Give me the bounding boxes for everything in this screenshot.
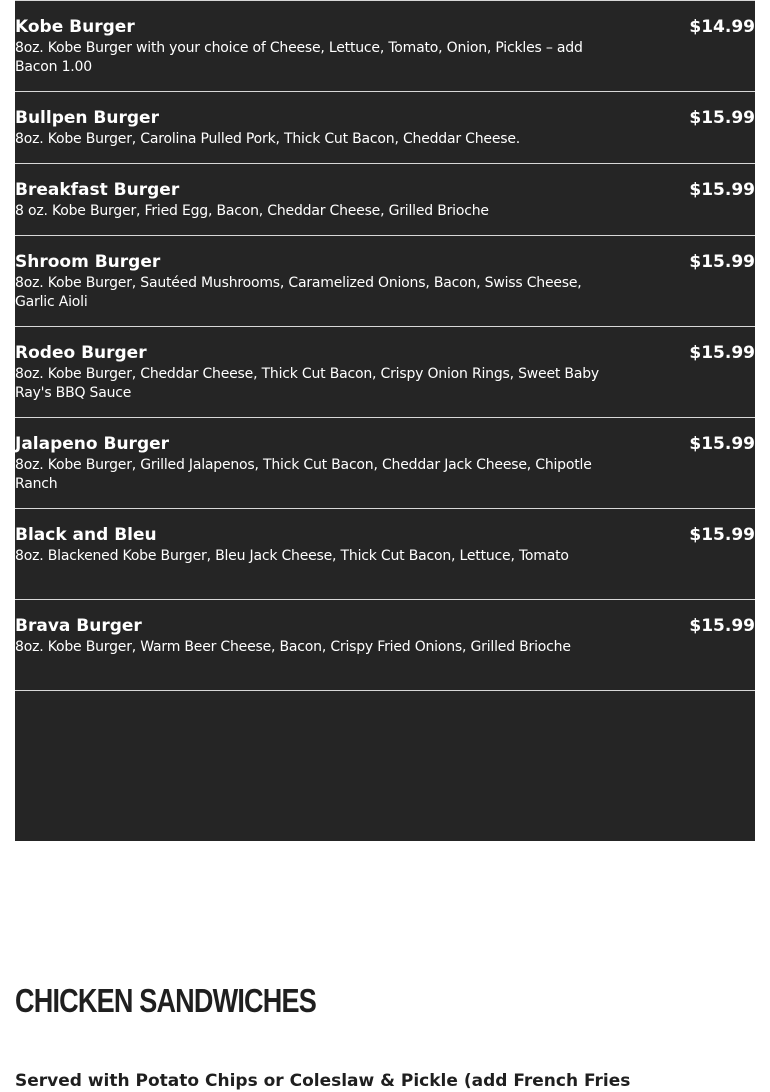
burger-menu-panel: [15, 0, 755, 841]
menu-item-price: $15.99: [689, 108, 755, 128]
menu-item-description: 8oz. Kobe Burger, Warm Beer Cheese, Bacon, Crispy Fried Onions, Grilled Brioche: [15, 639, 571, 655]
menu-item-name: Kobe Burger: [15, 17, 135, 37]
menu-item-breakfast-burger: [15, 164, 755, 236]
menu-item-description: 8oz. Kobe Burger, Grilled Jalapenos, Thick Cut Bacon, Cheddar Jack Cheese, Chipotle Ranch: [15, 457, 592, 492]
section-note: Served with Potato Chips or Coleslaw & Pickle (add French Fries: [15, 1071, 631, 1091]
menu-item-black-and-bleu: [15, 509, 755, 600]
menu-item-name: Brava Burger: [15, 616, 142, 636]
menu-item-kobe-burger: [15, 1, 755, 92]
menu-item-price: $15.99: [689, 525, 755, 545]
menu-item-description: 8oz. Kobe Burger, Cheddar Cheese, Thick Cut Bacon, Crispy Onion Rings, Sweet Baby Ray's BBQ Sauce: [15, 366, 599, 401]
menu-item-description: 8oz. Kobe Burger, Sautéed Mushrooms, Caramelized Onions, Bacon, Swiss Cheese, Garlic Aioli: [15, 275, 582, 310]
menu-item-jalapeno-burger: [15, 418, 755, 509]
menu-item-brava-burger: [15, 600, 755, 691]
menu-item-price: $15.99: [689, 252, 755, 272]
menu-item-price: $14.99: [689, 17, 755, 37]
menu-item-name: Bullpen Burger: [15, 108, 159, 128]
menu-item-description: 8oz. Blackened Kobe Burger, Bleu Jack Cheese, Thick Cut Bacon, Lettuce, Tomato: [15, 548, 569, 564]
menu-item-description: 8oz. Kobe Burger with your choice of Cheese, Lettuce, Tomato, Onion, Pickles – add Bacon 1.00: [15, 40, 583, 75]
menu-item-name: Rodeo Burger: [15, 343, 147, 363]
menu-item-price: $15.99: [689, 180, 755, 200]
menu-item-name: Breakfast Burger: [15, 180, 180, 200]
menu-item-bullpen-burger: [15, 92, 755, 164]
menu-item-description: 8oz. Kobe Burger, Carolina Pulled Pork, Thick Cut Bacon, Cheddar Cheese.: [15, 131, 521, 147]
menu-item-description: 8 oz. Kobe Burger, Fried Egg, Bacon, Cheddar Cheese, Grilled Brioche: [15, 203, 489, 219]
menu-item-price: $15.99: [689, 616, 755, 636]
menu-item-price: $15.99: [689, 343, 755, 363]
menu-item-rodeo-burger: [15, 327, 755, 418]
section-title-chicken-sandwiches: CHICKEN SANDWICHES: [15, 982, 316, 1019]
menu-item-name: Shroom Burger: [15, 252, 161, 272]
menu-item-price: $15.99: [689, 434, 755, 454]
menu-item-name: Jalapeno Burger: [15, 434, 170, 454]
menu-item-shroom-burger: [15, 236, 755, 327]
menu-item-name: Black and Bleu: [15, 525, 157, 545]
